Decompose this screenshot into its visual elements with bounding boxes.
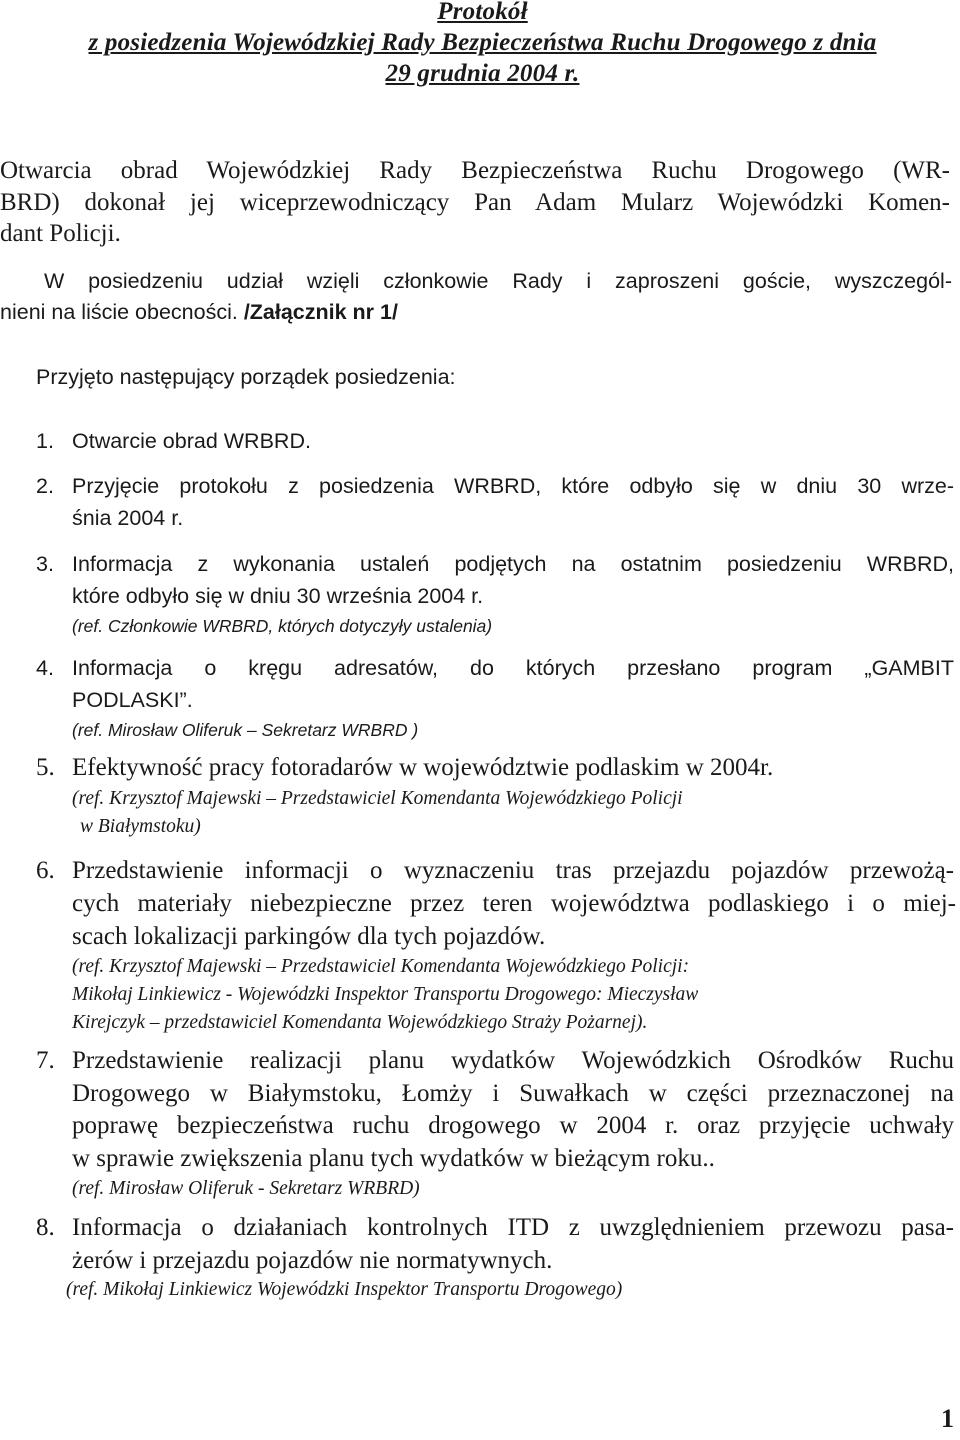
agenda-item-referent: (ref. Członkowie WRBRD, których dotyczyły ustalenia): [72, 616, 493, 636]
agenda-item-text: cych materiały niebezpieczne przez teren województwa podlaskiego i o miej-: [72, 890, 956, 917]
agenda-item-text: śnia 2004 r.: [72, 506, 184, 530]
opening-line-2: BRD) dokonał jej wiceprzewodniczący Pan Adam Mularz Wojewódzki Komen-: [0, 188, 950, 216]
agenda-item-number: 8.: [36, 1214, 55, 1241]
agenda-item-referent: Mikołaj Linkiewicz - Wojewódzki Inspektor Transportu Drogowego: Mieczysław: [72, 984, 699, 1005]
title-line-1: Protokół: [437, 0, 528, 25]
agenda-item-text: Drogowego w Białymstoku, Łomży i Suwałkach w części przeznaczonej na: [72, 1079, 954, 1107]
agenda-item-text: PODLASKI”.: [72, 688, 193, 712]
agenda-item-2: [36, 470, 956, 534]
agenda-item-referent: (ref. Mirosław Oliferuk - Sekretarz WRBRD): [72, 1178, 420, 1199]
agenda-item-number: 2.: [36, 474, 54, 498]
agenda-item-1: [36, 425, 956, 457]
agenda-item-text: scach lokalizacji parkingów dla tych pojazdów.: [72, 922, 546, 950]
agenda-item-number: 1.: [36, 429, 54, 453]
agenda-item-text: Przyjęcie protokołu z posiedzenia WRBRD, które odbyło się w dniu 30 wrze-: [72, 474, 954, 498]
opening-line-3: dant Policji.: [0, 220, 121, 247]
opening-paragraph: [0, 155, 950, 250]
agenda-item-number: 5.: [36, 754, 55, 781]
attendance-line-2: nieni na liście obecności.: [0, 300, 244, 324]
agenda-item-number: 7.: [36, 1047, 55, 1074]
agenda-item-referent: (ref. Krzysztof Majewski – Przedstawiciel Komendanta Wojewódzkiego Policji: [72, 787, 683, 809]
agenda-item-8: [36, 1212, 956, 1277]
agenda-item-5: [36, 752, 956, 841]
attendance-paragraph: [44, 266, 952, 298]
agenda-item-number: 4.: [36, 656, 54, 680]
attendance-paragraph-cont: [0, 297, 950, 329]
agenda-item-7: [36, 1045, 956, 1203]
agenda-item-text: Otwarcie obrad WRBRD.: [72, 429, 311, 453]
agenda-item-3: [36, 548, 956, 640]
agenda-item-text: poprawę bezpieczeństwa ruchu drogowego w 2004 r. oraz przyjęcie uchwały: [72, 1112, 954, 1139]
agenda-item-text: które odbyło się w dniu 30 września 2004 r.: [72, 584, 484, 608]
agenda-item-referent: Kirejczyk – przedstawiciel Komendanta Wojewódzkiego Straży Pożarnej).: [72, 1012, 648, 1033]
agenda-item-8-referent: (ref. Mikołaj Linkiewicz Wojewódzki Inspektor Transportu Drogowego): [66, 1279, 623, 1300]
agenda-item-text: Przedstawienie informacji o wyznaczeniu tras przejazdu pojazdów przewożą-: [72, 857, 954, 884]
title-line-3: 29 grudnia 2004 r.: [385, 60, 580, 87]
agenda-item-referent: (ref. Krzysztof Majewski – Przedstawiciel Komendanta Wojewódzkiego Policji:: [72, 956, 690, 977]
agenda-item-6: [36, 855, 956, 888]
agenda-item-text: w sprawie zwiększenia planu tych wydatków w bieżącym roku..: [72, 1144, 715, 1172]
title-line-2: z posiedzenia Wojewódzkiej Rady Bezpieczeństwa Ruchu Drogowego z dnia: [88, 29, 877, 56]
agenda-item-referent: (ref. Mirosław Oliferuk – Sekretarz WRBRD ): [72, 720, 419, 740]
agenda-item-text: Informacja o działaniach kontrolnych ITD z uwzględnieniem przewozu pasa-: [72, 1214, 954, 1241]
attachment-reference: /Załącznik nr 1/: [243, 300, 398, 324]
agenda-intro: Przyjęto następujący porządek posiedzenia:: [36, 365, 456, 389]
agenda-item-number: 3.: [36, 552, 54, 576]
agenda-item-referent: w Białymstoku): [80, 815, 201, 837]
agenda-item-number: 6.: [36, 857, 55, 884]
attendance-line-1: W posiedzeniu udział wzięli członkowie Rady i zaproszeni goście, wyszczegól-: [44, 269, 952, 293]
agenda-item-text: żerów i przejazdu pojazdów nie normatywnych.: [72, 1246, 553, 1274]
opening-line-1: Otwarcia obrad Wojewódzkiej Rady Bezpieczeństwa Ruchu Drogowego (WR-: [0, 157, 950, 184]
page-number: 1: [941, 1404, 954, 1433]
agenda-item-text: Informacja z wykonania ustaleń podjętych na ostatnim posiedzeniu WRBRD,: [72, 552, 954, 576]
document-title: [30, 0, 935, 89]
agenda-item-text: Efektywność pracy fotoradarów w województwie podlaskim w 2004r.: [72, 754, 774, 781]
agenda-item-text: Przedstawienie realizacji planu wydatków Wojewódzkich Ośrodków Ruchu: [72, 1047, 954, 1074]
agenda-item-6-cont: [72, 888, 956, 1037]
agenda-item-text: Informacja o kręgu adresatów, do których przesłano program „GAMBIT: [72, 656, 954, 680]
agenda-item-4: [36, 652, 956, 744]
